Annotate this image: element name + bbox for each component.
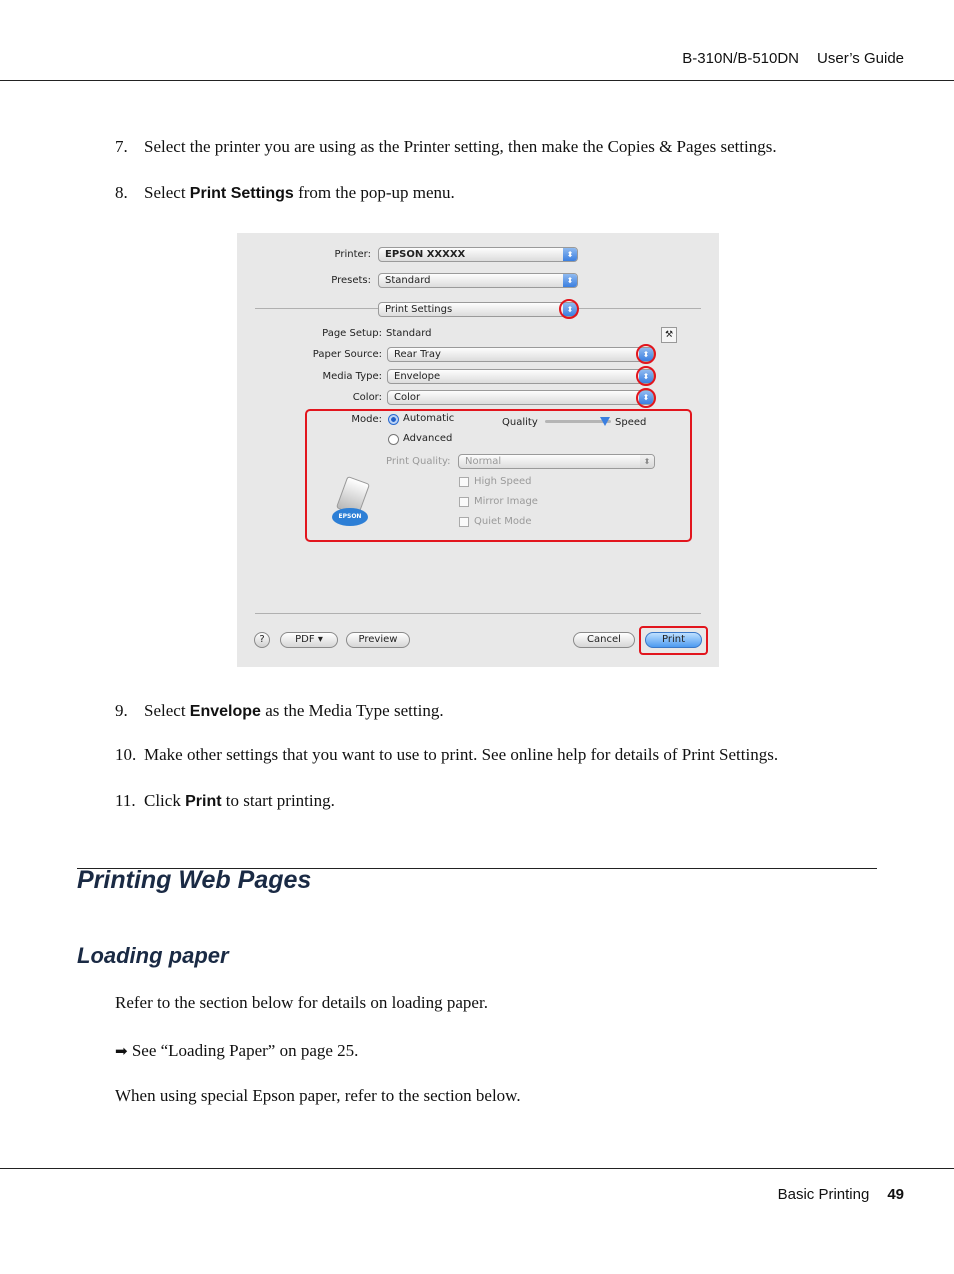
footer-rule (0, 1168, 954, 1169)
quality-label: Quality (502, 417, 538, 428)
utility-icon[interactable]: ⚒ (661, 327, 677, 343)
print-dialog-screenshot (237, 233, 719, 667)
mirror-image-label: Mirror Image (474, 496, 538, 507)
print-term: Print (185, 793, 222, 810)
highlight-ring (636, 388, 656, 408)
advanced-radio[interactable] (388, 434, 399, 445)
step-8: 8. Select Print Settings from the pop-up menu. (115, 183, 455, 202)
page-number: 49 (887, 1186, 904, 1203)
advanced-label: Advanced (403, 433, 453, 444)
step-7: 7. Select the printer you are using as the Printer setting, then make the Copies & Pages settings. (115, 137, 777, 156)
popup-arrows-icon: ⬍ (639, 348, 653, 361)
popup-arrows-icon: ⬍ (639, 370, 653, 383)
paper-source-label: Paper Source: (312, 349, 382, 360)
preview-button[interactable]: Preview (346, 632, 410, 648)
highlight-ring (636, 366, 656, 386)
speed-label: Speed (615, 417, 647, 428)
high-speed-label: High Speed (474, 476, 532, 487)
highlight-ring (636, 344, 656, 364)
popup-arrows-icon: ⬍ (563, 274, 577, 287)
step-11: 11. Click Print to start printing. (115, 791, 335, 810)
printer-label: Printer: (334, 249, 371, 260)
header-model: B-310N/B-510DN (682, 50, 800, 67)
see-link[interactable]: See “Loading Paper” on page 25. (131, 1041, 359, 1060)
pane-popup[interactable]: Print Settings ⬍ (378, 302, 578, 317)
media-type-popup[interactable]: Envelope ⬍ (387, 369, 654, 384)
running-header (682, 50, 904, 67)
popup-arrows-icon: ⬍ (640, 455, 654, 468)
mirror-image-checkbox[interactable] (459, 497, 469, 507)
automatic-radio[interactable] (388, 414, 399, 425)
see-reference[interactable] (115, 1040, 358, 1062)
quiet-mode-label: Quiet Mode (474, 516, 532, 527)
presets-popup[interactable]: Standard ⬍ (378, 273, 578, 288)
presets-label: Presets: (331, 275, 371, 286)
quiet-mode-checkbox[interactable] (459, 517, 469, 527)
envelope-term: Envelope (189, 703, 261, 720)
step-10: 10. Make other settings that you want to use to print. See online help for details of Print Settings. (115, 745, 779, 764)
media-type-label: Media Type: (322, 371, 382, 382)
high-speed-checkbox[interactable] (459, 477, 469, 487)
cancel-button[interactable]: Cancel (573, 632, 635, 648)
running-footer (778, 1186, 904, 1203)
subsection-title: Loading paper (77, 943, 229, 968)
step-9: 9. Select Envelope as the Media Type setting. (115, 701, 444, 720)
printer-popup[interactable]: EPSON XXXXX ⬍ (378, 247, 578, 262)
page-setup-value: Standard (386, 328, 432, 339)
print-quality-label: Print Quality: (386, 456, 451, 467)
help-button[interactable]: ? (254, 632, 270, 648)
paragraph-special-paper: When using special Epson paper, refer to the section below. (115, 1086, 521, 1105)
popup-arrows-icon: ⬍ (563, 248, 577, 261)
color-popup[interactable]: Color ⬍ (387, 390, 654, 405)
automatic-label: Automatic (403, 413, 455, 424)
pdf-button[interactable]: PDF ▾ (280, 632, 338, 648)
header-guide: User’s Guide (817, 50, 904, 67)
print-quality-popup[interactable]: Normal ⬍ (458, 454, 655, 469)
separator (255, 613, 701, 614)
popup-arrows-icon: ⬍ (639, 391, 653, 404)
color-label: Color: (352, 392, 382, 403)
highlight-ring (559, 299, 579, 319)
epson-logo-icon: EPSON (332, 508, 368, 526)
slider-thumb[interactable] (600, 417, 610, 426)
print-button[interactable]: Print (645, 632, 702, 648)
page-setup-label: Page Setup: (322, 328, 382, 339)
arrow-right-icon: ➡ (115, 1042, 128, 1060)
header-rule (0, 80, 954, 81)
footer-section: Basic Printing (777, 1186, 870, 1203)
mode-label: Mode: (351, 414, 382, 425)
popup-arrows-icon: ⬍ (563, 303, 577, 316)
print-settings-term: Print Settings (189, 185, 294, 202)
section-title: Printing Web Pages (77, 866, 312, 894)
paper-source-popup[interactable]: Rear Tray ⬍ (387, 347, 654, 362)
paragraph-refer: Refer to the section below for details on loading paper. (115, 993, 488, 1012)
